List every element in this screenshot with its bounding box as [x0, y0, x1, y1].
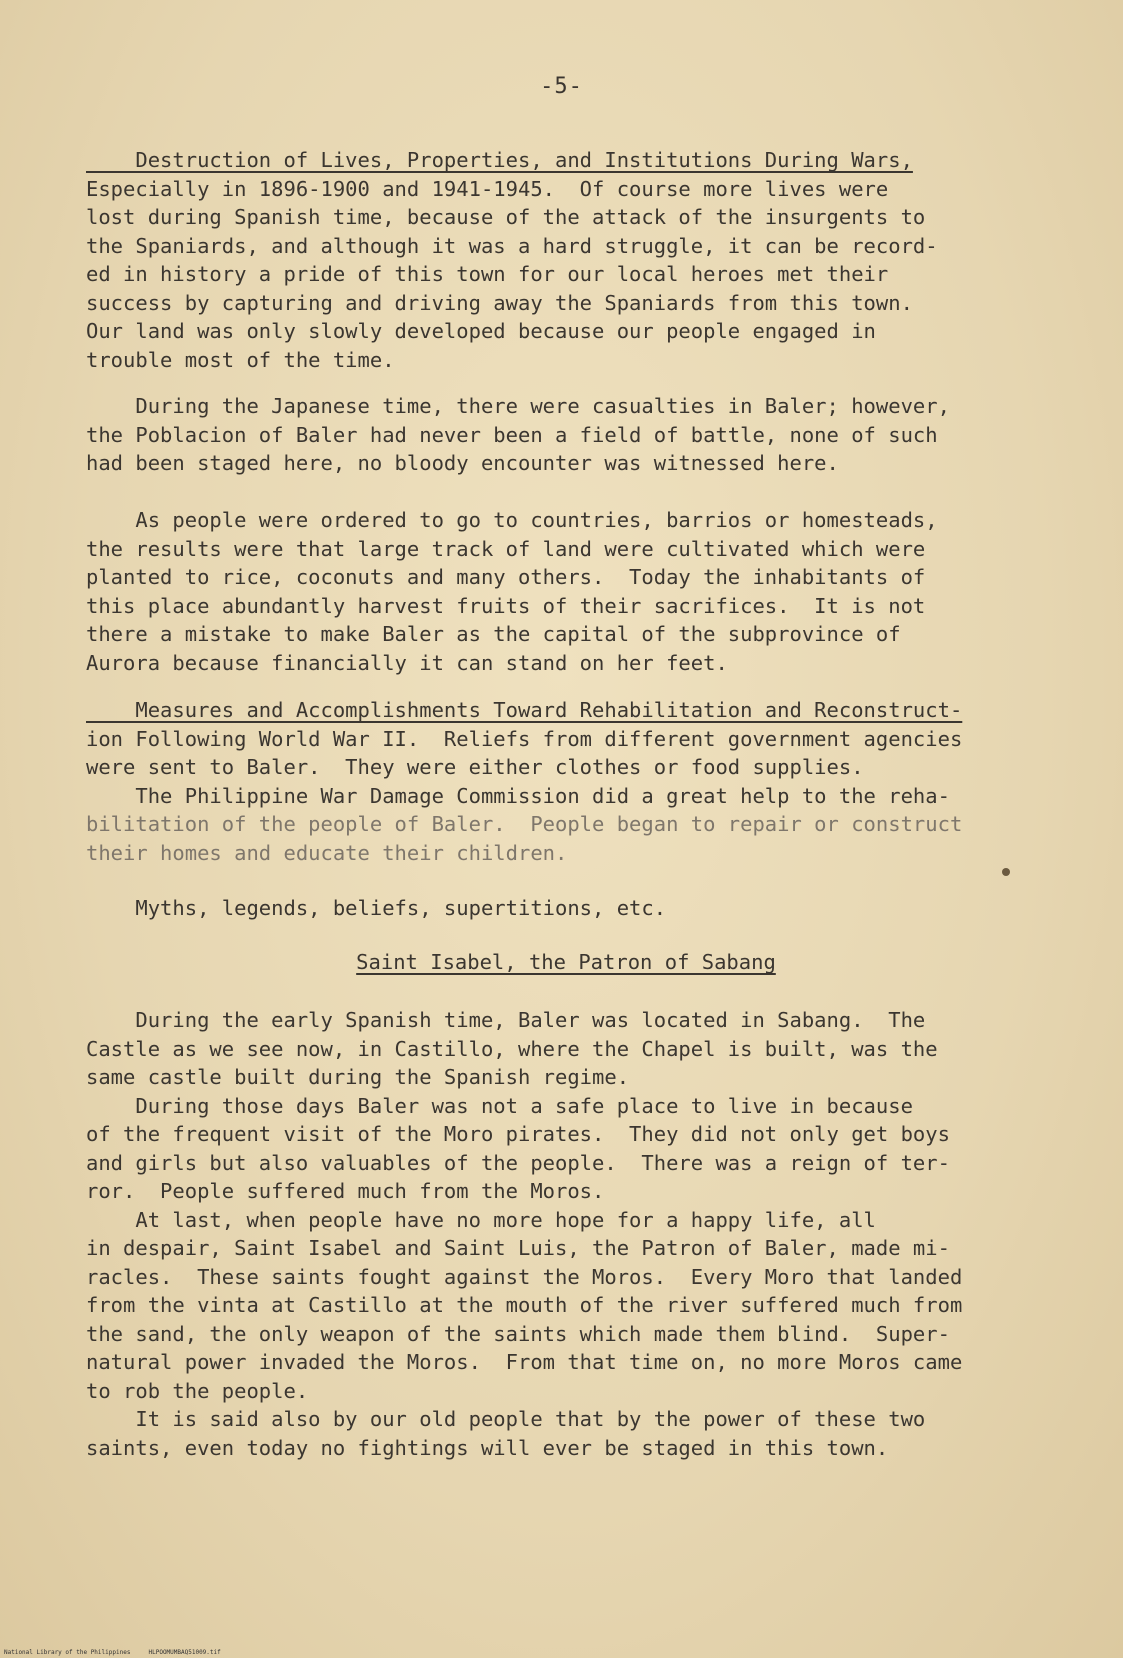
- text-line: their homes and educate their children.: [86, 840, 568, 865]
- text-line: trouble most of the time.: [86, 347, 395, 372]
- text-line: During the early Spanish time, Baler was located in Sabang. The: [86, 1008, 926, 1032]
- text-line: planted to rice, coconuts and many others. Today the inhabitants of: [86, 565, 926, 589]
- text-line: the Spaniards, and although it was a hard struggle, it can be record-: [86, 233, 938, 258]
- text-line: Especially in 1896-1900 and 1941-1945. Of course more lives were: [86, 176, 889, 201]
- text-line: same castle built during the Spanish regime.: [86, 1065, 630, 1089]
- paragraph-rehabilitation: [86, 696, 1046, 867]
- text-line: there a mistake to make Baler as the capital of the subprovince of: [86, 622, 901, 646]
- text-line: bilitation of the people of Baler. People began to repair or construct: [86, 812, 963, 836]
- paragraph-myths-heading: [86, 894, 1046, 923]
- story-title: [86, 948, 1046, 977]
- paragraph-japanese-time: [86, 392, 1046, 478]
- story-title-text: Saint Isabel, the Patron of Sabang: [356, 950, 776, 974]
- text-line: of the frequent visit of the Moro pirates. They did not only get boys: [86, 1122, 950, 1146]
- text-line: to rob the people.: [86, 1378, 309, 1403]
- paragraph-destruction: [86, 146, 1046, 374]
- text-line: Aurora because financially it can stand on her feet.: [86, 650, 728, 675]
- text-line: and girls but also valuables of the people. There was a reign of ter-: [86, 1150, 950, 1175]
- text-line: from the vinta at Castillo at the mouth of the river suffered much from: [86, 1293, 963, 1317]
- text-line: lost during Spanish time, because of the attack of the insurgents to: [86, 205, 926, 229]
- paragraph-homesteads: [86, 506, 1046, 677]
- text-line: As people were ordered to go to countries, barrios or homesteads,: [86, 508, 938, 532]
- text-line: Our land was only slowly developed because our people engaged in: [86, 319, 876, 343]
- text-line: ion Following World War II. Reliefs from different government agencies: [86, 726, 963, 751]
- text-line: were sent to Baler. They were either clothes or food supplies.: [86, 755, 864, 779]
- text-line: in despair, Saint Isabel and Saint Luis, the Patron of Baler, made mi-: [86, 1236, 950, 1260]
- text-line: At last, when people have no more hope for a happy life, all: [86, 1207, 876, 1232]
- text-line: Measures and Accomplishments Toward Rehabilitation and Reconstruct-: [86, 698, 963, 722]
- text-line: During those days Baler was not a safe place to live in because: [86, 1093, 913, 1118]
- text-line: During the Japanese time, there were casualties in Baler; however,: [86, 394, 950, 418]
- archive-footer: National Library of the Philippines HLPOOMUMBAQ51009.tif: [4, 1649, 221, 1656]
- text-line: natural power invaded the Moros. From that time on, no more Moros came: [86, 1350, 963, 1374]
- text-line: the results were that large track of land were cultivated which were: [86, 536, 926, 561]
- text-line: Myths, legends, beliefs, supertitions, etc.: [86, 896, 667, 920]
- text-line: had been staged here, no bloody encounter was witnessed here.: [86, 451, 839, 475]
- text-line: ed in history a pride of this town for our local heroes met their: [86, 262, 889, 286]
- ink-spot: [1002, 868, 1010, 876]
- text-line: racles. These saints fought against the Moros. Every Moro that landed: [86, 1264, 963, 1289]
- text-line: the Poblacion of Baler had never been a field of battle, none of such: [86, 422, 938, 447]
- paragraph-saint-isabel: [86, 1006, 1046, 1462]
- text-line: success by capturing and driving away the Spaniards from this town.: [86, 290, 913, 315]
- text-line: the sand, the only weapon of the saints which made them blind. Super-: [86, 1321, 950, 1346]
- text-line: It is said also by our old people that by the power of these two: [86, 1407, 926, 1431]
- text-line: Destruction of Lives, Properties, and Institutions During Wars,: [86, 148, 913, 172]
- page-number: -5-: [540, 74, 583, 99]
- text-line: ror. People suffered much from the Moros.: [86, 1179, 605, 1203]
- text-line: The Philippine War Damage Commission did a great help to the reha-: [86, 783, 950, 808]
- text-line: saints, even today no fightings will ever be staged in this town.: [86, 1435, 889, 1460]
- text-line: Castle as we see now, in Castillo, where the Chapel is built, was the: [86, 1036, 938, 1061]
- text-line: this place abundantly harvest fruits of their sacrifices. It is not: [86, 593, 926, 618]
